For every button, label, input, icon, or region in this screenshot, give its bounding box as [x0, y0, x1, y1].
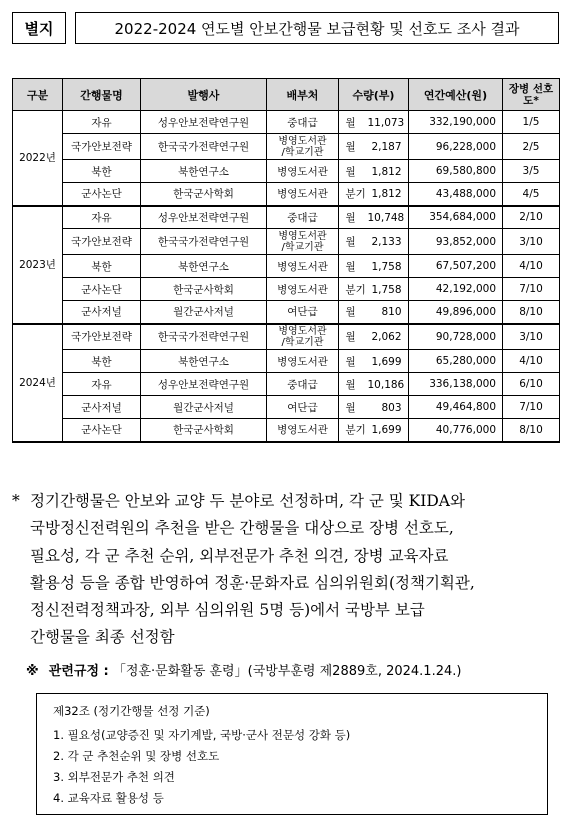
distribution-cell: [267, 255, 339, 278]
publication-name-cell: 자유: [63, 111, 141, 134]
table-row: [13, 255, 560, 278]
criteria-item: 3. 외부전문가 추천 의견: [53, 770, 175, 784]
quantity-cell: [339, 255, 409, 278]
frequency-unit: 분기: [345, 188, 366, 201]
year-cell: 2024년: [13, 324, 63, 442]
distribution-line: 병영도서관: [278, 230, 327, 242]
publication-name-cell: 북한: [63, 255, 141, 278]
quantity-value: 11,073: [367, 116, 405, 129]
quantity-value: 10,748: [367, 211, 405, 224]
quantity-cell: [339, 278, 409, 301]
distribution-cell: [267, 301, 339, 324]
budget-cell: 40,776,000: [409, 419, 503, 442]
table-row: [13, 373, 560, 396]
publication-name-cell: 자유: [63, 206, 141, 229]
distribution-line: 중대급: [287, 378, 318, 391]
reference-mark: ※: [26, 664, 39, 679]
quantity-value: 1,699: [371, 355, 402, 368]
distribution-line: 여단급: [287, 306, 318, 319]
frequency-unit: 월: [345, 260, 356, 273]
distribution-cell: [267, 183, 339, 206]
preference-cell: 8/10: [503, 419, 560, 442]
year-cell: 2023년: [13, 206, 63, 324]
note-mark: *: [12, 492, 20, 510]
publication-name-cell: 북한: [63, 160, 141, 183]
publication-name-cell: 군사저널: [63, 301, 141, 324]
budget-cell: 69,580,800: [409, 160, 503, 183]
budget-cell: 67,507,200: [409, 255, 503, 278]
distribution-cell: [267, 111, 339, 134]
publisher-cell: 북한연구소: [141, 255, 267, 278]
publication-name-cell: 국가안보전략: [63, 134, 141, 160]
year-cell: 2022년: [13, 111, 63, 206]
publisher-cell: 북한연구소: [141, 350, 267, 373]
preference-cell: 8/10: [503, 301, 560, 324]
frequency-unit: 월: [345, 401, 356, 414]
criteria-item: 2. 각 군 추천순위 및 장병 선호도: [53, 749, 220, 763]
publisher-cell: 성우안보전략연구원: [141, 373, 267, 396]
quantity-value: 803: [381, 401, 402, 414]
distribution-text: [287, 212, 317, 224]
publisher-cell: 한국국가전략연구원: [141, 324, 267, 350]
distribution-line: 중대급: [287, 211, 318, 224]
distribution-cell: [267, 350, 339, 373]
preference-cell: 3/5: [503, 160, 560, 183]
budget-cell: 43,488,000: [409, 183, 503, 206]
publisher-cell: 한국국가전략연구원: [141, 134, 267, 160]
page-title: 2022-2024 연도별 안보간행물 보급현황 및 선호도 조사 결과: [75, 12, 559, 44]
publisher-cell: 한국군사학회: [141, 183, 267, 206]
selection-note: [12, 488, 559, 652]
distribution-text: [277, 188, 328, 200]
col-header-distribution: 배부처: [267, 79, 339, 111]
publication-name-cell: 국가안보전략: [63, 324, 141, 350]
distribution-line: 병영도서관: [277, 188, 328, 201]
table-row: [13, 278, 560, 301]
quantity-cell: [339, 324, 409, 350]
distribution-text: [278, 326, 326, 348]
appendix-tag: 별지: [12, 12, 66, 44]
col-header-publisher: 발행사: [141, 79, 267, 111]
table-row: [13, 350, 560, 373]
frequency-unit: 월: [345, 378, 356, 391]
quantity-cell: [339, 134, 409, 160]
distribution-cell: [267, 206, 339, 229]
distribution-cell: [267, 229, 339, 255]
frequency-unit: 분기: [345, 283, 366, 296]
budget-cell: 354,684,000: [409, 206, 503, 229]
publication-name-cell: 자유: [63, 373, 141, 396]
quantity-cell: [339, 396, 409, 419]
distribution-text: [277, 356, 328, 368]
preference-cell: 4/10: [503, 350, 560, 373]
frequency-unit: 월: [345, 236, 356, 248]
table-row: [13, 301, 560, 324]
frequency-unit: 월: [345, 331, 356, 344]
table-body: [13, 111, 560, 442]
distribution-line: 병영도서관: [278, 135, 327, 147]
table-row: [13, 206, 560, 229]
preference-cell: 1/5: [503, 111, 560, 134]
quantity-value: 1,812: [371, 188, 402, 201]
quantity-cell: [339, 373, 409, 396]
distribution-line: /학교기관: [281, 241, 324, 253]
distribution-cell: [267, 373, 339, 396]
col-header-title: 간행물명: [63, 79, 141, 111]
quantity-value: 1,758: [371, 283, 402, 296]
distribution-cell: [267, 160, 339, 183]
quantity-value: 810: [381, 306, 402, 319]
frequency-unit: 월: [345, 211, 356, 224]
publisher-cell: 월간군사저널: [141, 396, 267, 419]
col-header-preference: 장병 선호도*: [503, 79, 560, 111]
budget-cell: 49,464,800: [409, 396, 503, 419]
budget-cell: 49,896,000: [409, 301, 503, 324]
criteria-box: [36, 693, 548, 815]
preference-cell: 4/5: [503, 183, 560, 206]
quantity-value: 2,133: [371, 236, 402, 248]
quantity-value: 2,062: [371, 331, 402, 344]
quantity-cell: [339, 350, 409, 373]
distribution-line: 병영도서관: [277, 355, 328, 368]
preference-cell: 3/10: [503, 324, 560, 350]
criteria-item: 4. 교육자료 활용성 등: [53, 791, 164, 805]
quantity-value: 1,812: [371, 165, 402, 178]
note-line: 국방정신전력원의 추천을 받은 간행물을 대상으로 장병 선호도,: [30, 519, 454, 538]
distribution-cell: [267, 419, 339, 442]
related-regulation: [26, 660, 566, 679]
distribution-text: [277, 261, 328, 273]
distribution-line: 병영도서관: [277, 260, 328, 273]
table-row: [13, 134, 560, 160]
preference-cell: 2/10: [503, 206, 560, 229]
distribution-line: 병영도서관: [277, 424, 328, 437]
publication-name-cell: 군사저널: [63, 396, 141, 419]
table-row: [13, 324, 560, 350]
distribution-line: 병영도서관: [277, 283, 328, 296]
distribution-line: 병영도서관: [278, 325, 327, 337]
distribution-text: [278, 231, 326, 253]
frequency-unit: 월: [345, 306, 356, 319]
distribution-text: [287, 306, 317, 318]
publisher-cell: 한국국가전략연구원: [141, 229, 267, 255]
publication-name-cell: 군사논단: [63, 419, 141, 442]
preference-cell: 3/10: [503, 229, 560, 255]
distribution-text: [287, 117, 317, 129]
distribution-cell: [267, 324, 339, 350]
budget-cell: 332,190,000: [409, 111, 503, 134]
distribution-text: [277, 284, 328, 296]
frequency-unit: 월: [345, 355, 356, 368]
note-line: 정신전력정책과장, 외부 심의위원 5명 등)에서 국방부 보급: [30, 601, 425, 620]
table-header-row: [13, 79, 560, 111]
regulation-text: 「정훈·문화활동 훈령」(국방부훈령 제2889호, 2024.1.24.): [112, 664, 462, 679]
distribution-line: /학교기관: [281, 336, 324, 348]
publication-name-cell: 군사논단: [63, 183, 141, 206]
quantity-cell: [339, 419, 409, 442]
preference-cell: 7/10: [503, 278, 560, 301]
publisher-cell: 한국군사학회: [141, 419, 267, 442]
table-row: [13, 183, 560, 206]
publisher-cell: 성우안보전략연구원: [141, 111, 267, 134]
budget-cell: 90,728,000: [409, 324, 503, 350]
frequency-unit: 분기: [345, 424, 366, 437]
table-row: [13, 229, 560, 255]
table-row: [13, 396, 560, 419]
preference-cell: 4/10: [503, 255, 560, 278]
frequency-unit: 월: [345, 141, 356, 153]
preference-cell: 7/10: [503, 396, 560, 419]
quantity-cell: [339, 111, 409, 134]
distribution-line: 여단급: [287, 401, 318, 414]
note-line: 정기간행물은 안보와 교양 두 분야로 선정하며, 각 군 및 KIDA와: [30, 492, 465, 510]
budget-cell: 93,852,000: [409, 229, 503, 255]
col-header-quantity: 수량(부): [339, 79, 409, 111]
note-line: 간행물을 최종 선정함: [30, 628, 175, 647]
budget-cell: 65,280,000: [409, 350, 503, 373]
distribution-text: [287, 379, 317, 391]
budget-cell: 42,192,000: [409, 278, 503, 301]
table-row: [13, 160, 560, 183]
col-header-category: 구분: [13, 79, 63, 111]
frequency-unit: 월: [345, 165, 356, 178]
distribution-text: [277, 424, 328, 436]
table-row: [13, 419, 560, 442]
distribution-line: 중대급: [287, 116, 318, 129]
distribution-line: /학교기관: [281, 146, 324, 158]
quantity-cell: [339, 301, 409, 324]
distribution-text: [287, 402, 317, 414]
quantity-value: 10,186: [367, 378, 405, 391]
frequency-unit: 월: [345, 116, 356, 129]
publisher-cell: 성우안보전략연구원: [141, 206, 267, 229]
budget-cell: 336,138,000: [409, 373, 503, 396]
distribution-text: [278, 136, 326, 158]
criteria-item: 1. 필요성(교양증진 및 자기계발, 국방·군사 전문성 강화 등): [53, 728, 351, 742]
regulation-label: 관련규정 :: [48, 664, 109, 679]
budget-cell: 96,228,000: [409, 134, 503, 160]
quantity-value: 1,699: [371, 424, 402, 437]
distribution-text: [277, 166, 328, 178]
publisher-cell: 월간군사저널: [141, 301, 267, 324]
col-header-budget: 연간예산(원): [409, 79, 503, 111]
publication-table: [12, 78, 560, 443]
publisher-cell: 북한연구소: [141, 160, 267, 183]
publication-name-cell: 국가안보전략: [63, 229, 141, 255]
publication-name-cell: 군사논단: [63, 278, 141, 301]
quantity-cell: [339, 183, 409, 206]
distribution-line: 병영도서관: [277, 165, 328, 178]
distribution-cell: [267, 396, 339, 419]
quantity-cell: [339, 160, 409, 183]
distribution-cell: [267, 134, 339, 160]
preference-cell: 6/10: [503, 373, 560, 396]
preference-cell: 2/5: [503, 134, 560, 160]
quantity-value: 2,187: [371, 141, 402, 153]
quantity-cell: [339, 206, 409, 229]
quantity-value: 1,758: [371, 260, 402, 273]
distribution-cell: [267, 278, 339, 301]
note-line: 활용성 등을 종합 반영하여 정훈·문화자료 심의위원회(정책기획관,: [30, 573, 475, 592]
publication-name-cell: 북한: [63, 350, 141, 373]
table-row: [13, 111, 560, 134]
note-line: 필요성, 각 군 추천 순위, 외부전문가 추천 의견, 장병 교육자료: [30, 546, 449, 565]
quantity-cell: [339, 229, 409, 255]
publisher-cell: 한국군사학회: [141, 278, 267, 301]
criteria-title: 제32조 (정기간행물 선정 기준): [53, 704, 210, 718]
